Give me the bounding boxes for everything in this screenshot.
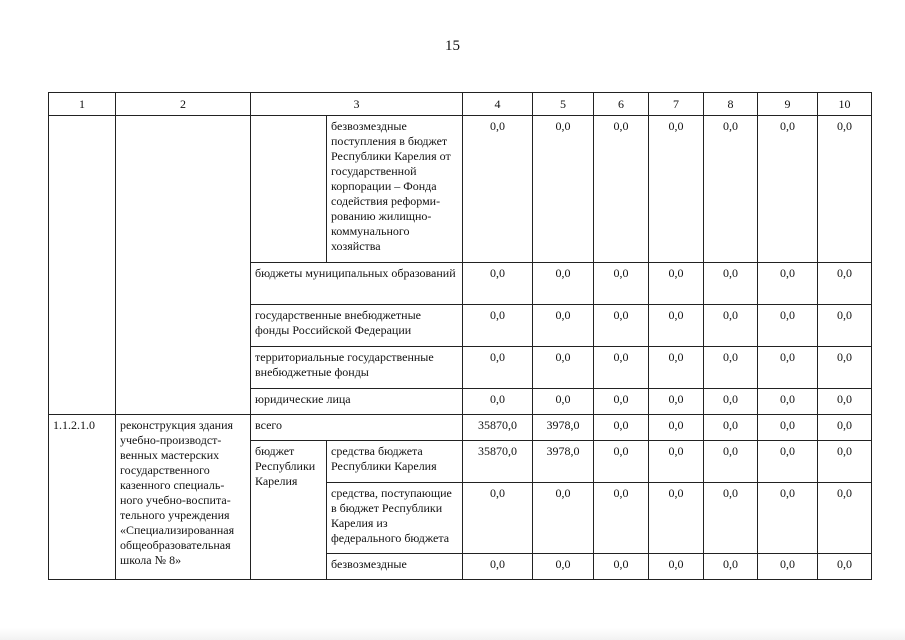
header-cell: 9 [758,93,818,116]
source-cell: безвозмездные поступления в бюджет Республики Карелия от государственной корпорации – Фонда содействия реформи-рованию жилищно-коммунального хозяйства [327,116,463,263]
header-cell: 5 [533,93,594,116]
value-cell: 0,0 [704,415,758,441]
value-cell: 0,0 [649,415,704,441]
value-cell: 0,0 [758,389,818,415]
value-cell: 0,0 [463,347,533,389]
value-cell: 0,0 [818,554,872,580]
value-cell: 0,0 [704,389,758,415]
value-cell: 0,0 [818,347,872,389]
value-cell: 0,0 [533,347,594,389]
value-cell: 0,0 [649,347,704,389]
page-bottom-edge [0,628,905,640]
value-cell: 0,0 [649,441,704,483]
header-cell: 6 [594,93,649,116]
value-cell: 0,0 [758,305,818,347]
header-cell: 10 [818,93,872,116]
value-cell: 0,0 [758,347,818,389]
source-cell: бюджеты муниципальных образований [251,263,463,305]
value-cell: 0,0 [463,554,533,580]
value-cell: 0,0 [533,389,594,415]
value-cell: 0,0 [594,347,649,389]
value-cell: 0,0 [704,554,758,580]
value-cell: 0,0 [649,554,704,580]
value-cell: 0,0 [818,415,872,441]
value-cell: 0,0 [758,554,818,580]
value-cell: 0,0 [818,389,872,415]
value-cell: 0,0 [818,116,872,263]
value-cell: 0,0 [594,263,649,305]
value-cell: 0,0 [594,415,649,441]
value-cell: 0,0 [594,305,649,347]
value-cell: 0,0 [818,483,872,554]
source-cell: юридические лица [251,389,463,415]
value-cell: 0,0 [649,116,704,263]
value-cell: 0,0 [818,305,872,347]
value-cell: 0,0 [649,263,704,305]
value-cell: 0,0 [533,305,594,347]
value-cell: 0,0 [704,483,758,554]
name-cell: реконструкция здания учебно-производст-венных мастерских государственного казенного специаль-ного учебно-воспита-тельного учреждения «Специализированная общеобразовательная школа № 8» [116,415,251,580]
value-cell: 0,0 [533,116,594,263]
header-cell: 7 [649,93,704,116]
value-cell: 0,0 [704,347,758,389]
value-cell: 0,0 [758,116,818,263]
value-cell: 0,0 [704,263,758,305]
value-cell: 0,0 [704,305,758,347]
value-cell: 0,0 [704,116,758,263]
source-cell: безвозмездные [327,554,463,580]
source-cell: всего [251,415,463,441]
table-row [49,116,872,263]
value-cell: 35870,0 [463,415,533,441]
code-cell [49,116,116,415]
value-cell: 3978,0 [533,415,594,441]
value-cell: 0,0 [649,389,704,415]
source-cell: территориальные государственные внебюджетные фонды [251,347,463,389]
value-cell: 0,0 [463,263,533,305]
value-cell: 0,0 [594,441,649,483]
program-funding-table [48,92,872,580]
value-cell: 0,0 [533,554,594,580]
group-cell: бюджет Республики Карелия [251,441,327,580]
source-cell: средства, поступающие в бюджет Республики Карелия из федерального бюджета [327,483,463,554]
value-cell: 0,0 [533,263,594,305]
value-cell: 0,0 [463,116,533,263]
header-cell: 2 [116,93,251,116]
table-header-row [49,93,872,116]
value-cell: 0,0 [463,483,533,554]
value-cell: 0,0 [594,483,649,554]
table-row [49,415,872,441]
header-cell: 3 [251,93,463,116]
page-number: 15 [445,38,460,54]
header-cell: 4 [463,93,533,116]
value-cell: 0,0 [818,263,872,305]
value-cell: 35870,0 [463,441,533,483]
value-cell: 0,0 [594,116,649,263]
group-cell [251,116,327,263]
value-cell: 0,0 [758,263,818,305]
name-cell [116,116,251,415]
value-cell: 0,0 [649,483,704,554]
value-cell: 0,0 [594,389,649,415]
value-cell: 0,0 [818,441,872,483]
value-cell: 0,0 [463,305,533,347]
header-cell: 1 [49,93,116,116]
code-cell: 1.1.2.1.0 [49,415,116,580]
value-cell: 3978,0 [533,441,594,483]
value-cell: 0,0 [704,441,758,483]
value-cell: 0,0 [463,389,533,415]
value-cell: 0,0 [758,415,818,441]
source-cell: государственные внебюджетные фонды Российской Федерации [251,305,463,347]
source-cell: средства бюджета Республики Карелия [327,441,463,483]
value-cell: 0,0 [594,554,649,580]
value-cell: 0,0 [533,483,594,554]
value-cell: 0,0 [758,483,818,554]
header-cell: 8 [704,93,758,116]
value-cell: 0,0 [758,441,818,483]
value-cell: 0,0 [649,305,704,347]
